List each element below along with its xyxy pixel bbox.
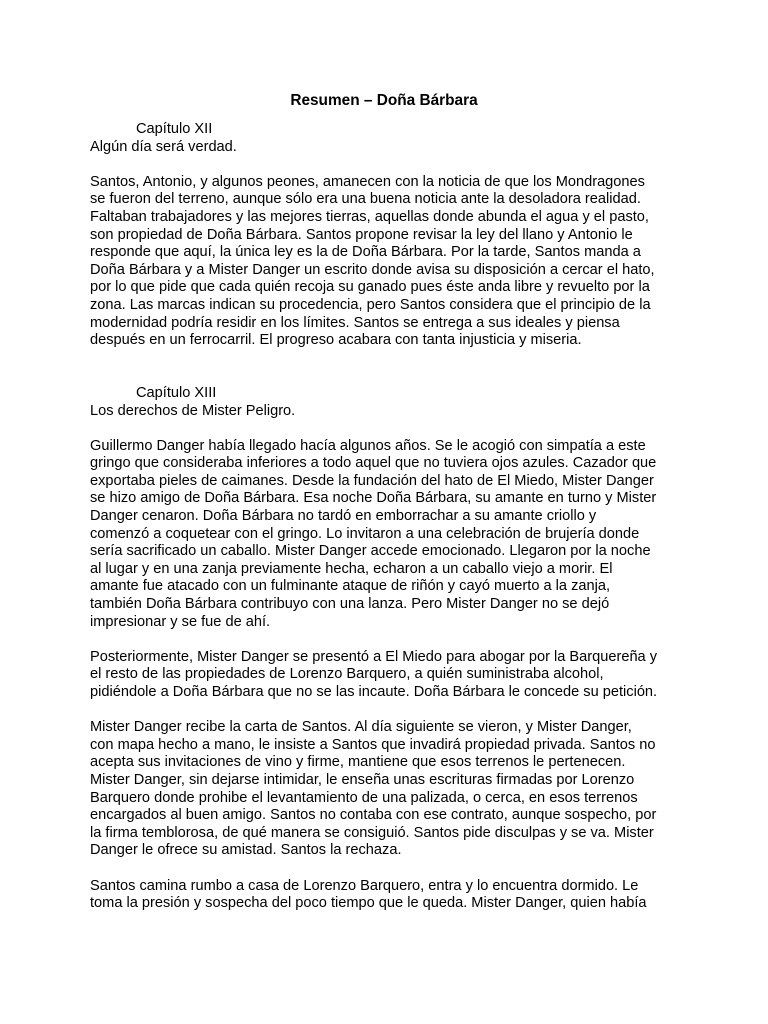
paragraph: Mister Danger recibe la carta de Santos. Al día siguiente se vieron, y Mister Danger, con mapa hecho a mano, le insiste a Santos que invadirá propiedad privada. Santos no acepta sus invitaciones de vino y firme, mantiene que esos terrenos le pertenecen. Mister Danger, sin dejarse intimidar, le enseña unas escrituras firmadas por Lorenzo Barquero donde prohibe el levantamiento de una palizada, o cerca, en esos terrenos encargados al buen amigo. Santos no contaba con ese contrato, aunque sospecho, por la firma temblorosa, de qué manera se consiguió. Santos pide disculpas y se va. Mister Danger le ofrece su amistad. Santos la rechaza. [90, 719, 657, 859]
chapter-subtitle: Algún día será verdad. [90, 138, 237, 155]
chapter-12 [90, 121, 678, 350]
paragraph: Santos, Antonio, y algunos peones, amanecen con la noticia de que los Mondragones se fueron del terreno, aunque sólo era una buena noticia ante la desoladora realidad. Faltaban trabajadores y las mejores tierras, aquellas donde abunda el agua y el pasto, son propiedad de Doña Bárbara. Santos propone revisar la ley del llano y Antonio le responde que aquí, la única ley es la de Doña Bárbara. Por la tarde, Santos manda a Doña Bárbara y a Mister Danger un escrito donde avisa su disposición a cercar el hato, por lo que pide que cada quién recoja su ganado pues éste anda libre y revuelto por la zona. Las marcas indican su procedencia, pero Santos considera que el principio de la modernidad podría residir en los límites. Santos se entrega a sus ideales y piensa después en un ferrocarril. El progreso acabara con tanta injusticia y miseria. [90, 173, 655, 349]
chapter-subtitle: Los derechos de Mister Peligro. [90, 402, 296, 419]
chapter-13 [90, 385, 678, 913]
paragraph: Santos camina rumbo a casa de Lorenzo Barquero, entra y lo encuentra dormido. Le toma la presión y sospecha del poco tiempo que le queda. Mister Danger, quien había [90, 877, 647, 912]
paragraph: Posteriormente, Mister Danger se presentó a El Miedo para abogar por la Barquereña y el resto de las propiedades de Lorenzo Barquero, a quién suministraba alcohol, pidiéndole a Doña Bárbara que no se las incaute. Doña Bárbara le concede su petición. [90, 648, 658, 700]
chapter-heading: Capítulo XII [136, 121, 213, 137]
document-title: Resumen – Doña Bárbara [290, 92, 478, 109]
paragraph: Guillermo Danger había llegado hacía algunos años. Se le acogió con simpatía a este gringo que consideraba inferiores a todo aquel que no tuviera ojos azules. Cazador que exportaba pieles de caimanes. Desde la fundación del hato de El Miedo, Mister Danger se hizo amigo de Doña Bárbara. Esa noche Doña Bárbara, su amante en turno y Mister Danger cenaron. Doña Bárbara no tardó en emborrachar a su amante criollo y comenzó a coquetear con el gringo. Lo invitaron a una celebración de brujería donde sería sacrificado un caballo. Mister Danger accede emocionado. Llegaron por la noche al lugar y en una zanja previamente hecha, echaron a un caballo viejo a morir. El amante fue atacado con un fulminante ataque de riñón y cayó muerto a la zanja, también Doña Bárbara contribuyo con una lanza. Pero Mister Danger no se dejó impresionar y se fue de ahí. [90, 437, 657, 630]
document-page [90, 92, 678, 930]
chapter-heading: Capítulo XIII [136, 384, 217, 401]
